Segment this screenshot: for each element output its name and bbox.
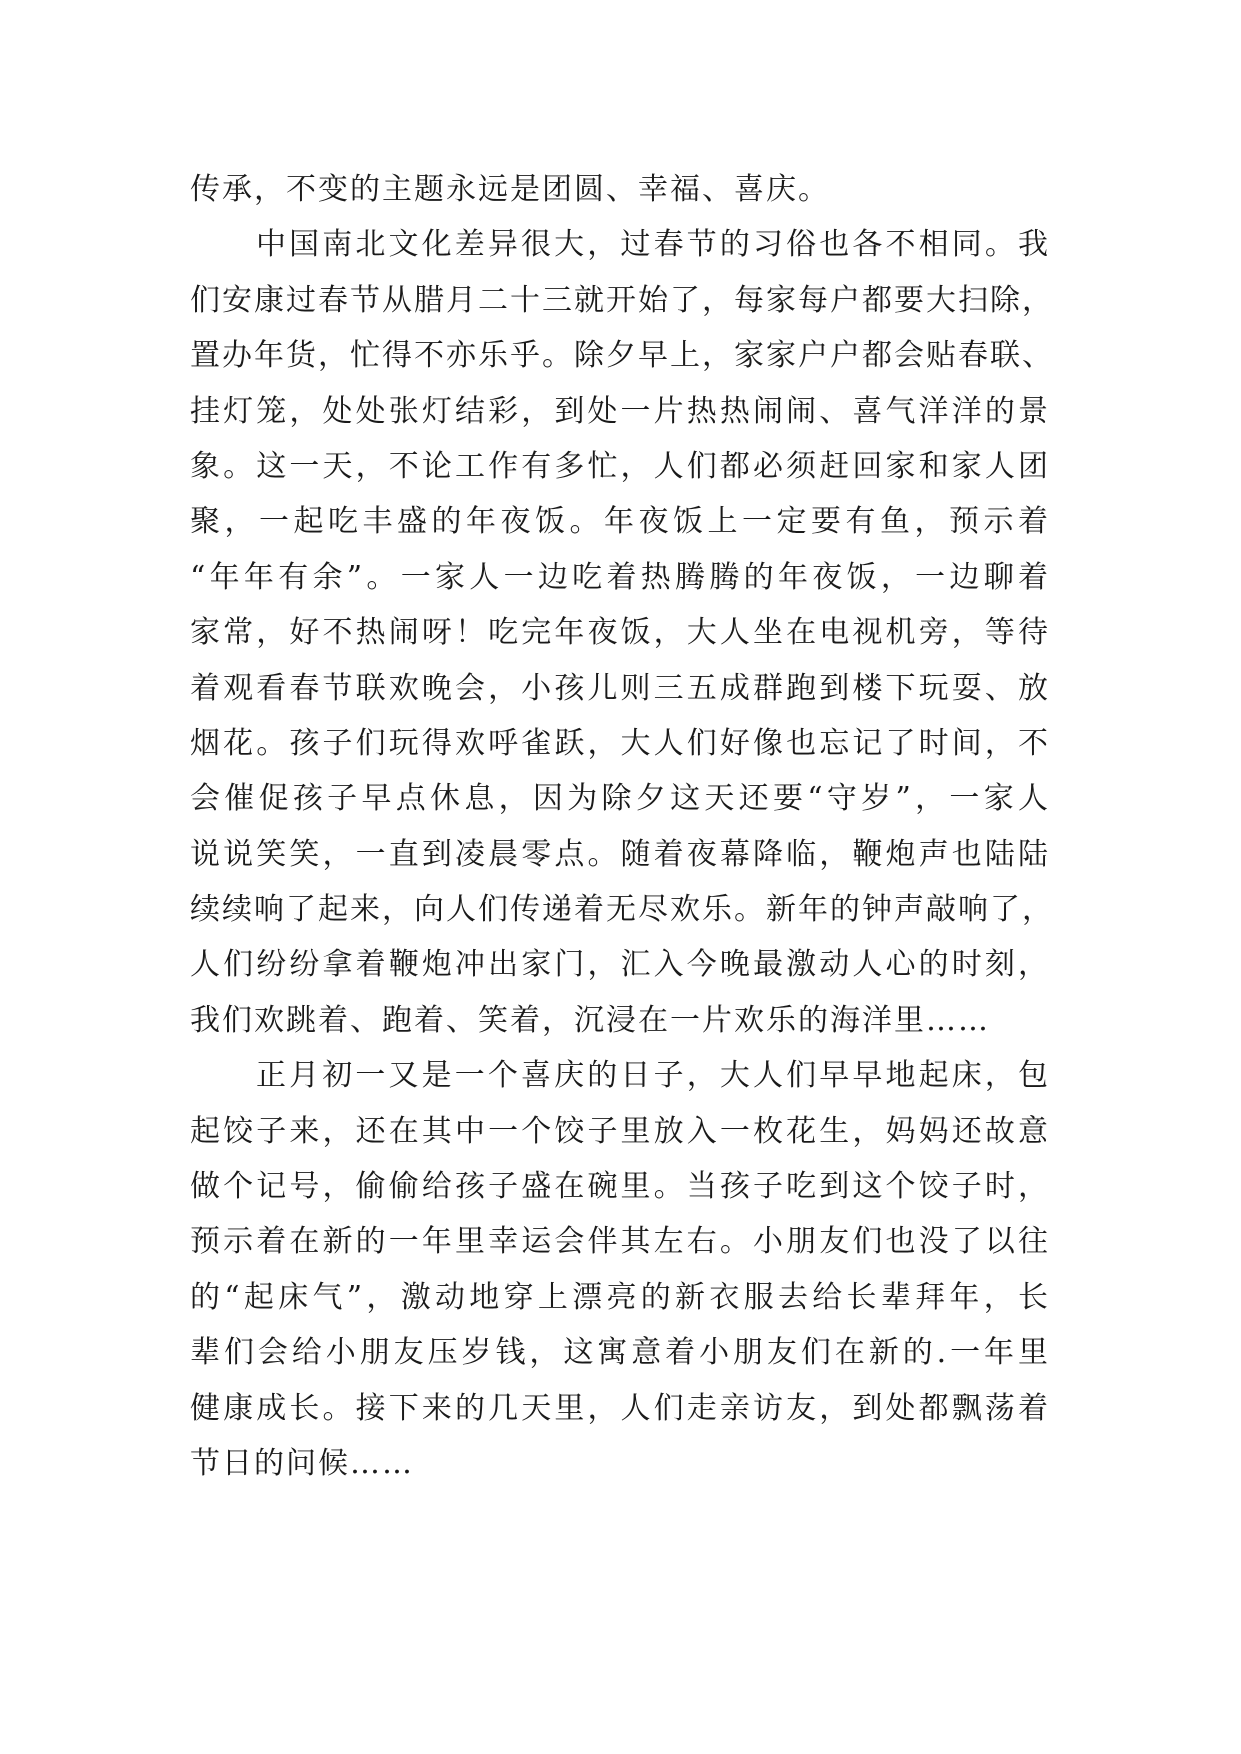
text-line: 挂灯笼，处处张灯结彩，到处一片热热闹闹、喜气洋洋的景: [190, 393, 1050, 429]
paragraph-first-line: 中国南北文化差异很大，过春节的习俗也各不相同。我: [256, 227, 1050, 263]
text-line: 会催促孩子早点休息，因为除夕这天还要“守岁”，一家人: [190, 781, 1050, 817]
text-line: 们安康过春节从腊月二十三就开始了，每家每户都要大扫除，: [190, 282, 1054, 318]
text-line: 烟花。孩子们玩得欢呼雀跃，大人们好像也忘记了时间，不: [190, 725, 1050, 761]
text-line: 预示着在新的一年里幸运会伴其左右。小朋友们也没了以往: [190, 1224, 1050, 1260]
text-line: 家常，好不热闹呀！吃完年夜饭，大人坐在电视机旁，等待: [190, 615, 1050, 651]
text-line: 起饺子来，还在其中一个饺子里放入一枚花生，妈妈还故意: [190, 1113, 1050, 1149]
paragraph-first-line: 正月初一又是一个喜庆的日子，大人们早早地起床，包: [256, 1058, 1050, 1094]
text-line: 置办年货，忙得不亦乐乎。除夕早上，家家户户都会贴春联、: [190, 338, 1054, 374]
body-text: [190, 162, 1054, 1491]
text-line: “年年有余”。一家人一边吃着热腾腾的年夜饭，一边聊着: [190, 559, 1050, 595]
text-line: 聚，一起吃丰盛的年夜饭。年夜饭上一定要有鱼，预示着: [190, 504, 1050, 540]
text-line: 象。这一天，不论工作有多忙，人们都必须赶回家和家人团: [190, 448, 1050, 484]
text-line: 做个记号，偷偷给孩子盛在碗里。当孩子吃到这个饺子时，: [190, 1169, 1050, 1205]
text-line: 健康成长。接下来的几天里，人们走亲访友，到处都飘荡着: [190, 1390, 1050, 1426]
text-line: 说说笑笑，一直到凌晨零点。随着夜幕降临，鞭炮声也陆陆: [190, 836, 1050, 872]
text-line: 节日的问候……: [190, 1445, 414, 1481]
text-line: 着观看春节联欢晚会，小孩儿则三五成群跑到楼下玩耍、放: [190, 670, 1050, 706]
text-line: 我们欢跳着、跑着、笑着，沉浸在一片欢乐的海洋里……: [190, 1002, 990, 1038]
text-line: 的“起床气”，激动地穿上漂亮的新衣服去给长辈拜年，长: [190, 1279, 1050, 1315]
text-line: 辈们会给小朋友压岁钱，这寓意着小朋友们在新的.一年里: [190, 1335, 1050, 1371]
text-line: 人们纷纷拿着鞭炮冲出家门，汇入今晚最激动人心的时刻，: [190, 947, 1050, 983]
text-line: 传承，不变的主题永远是团圆、幸福、喜庆。: [190, 172, 830, 207]
text-line: 续续响了起来，向人们传递着无尽欢乐。新年的钟声敲响了，: [190, 892, 1054, 928]
